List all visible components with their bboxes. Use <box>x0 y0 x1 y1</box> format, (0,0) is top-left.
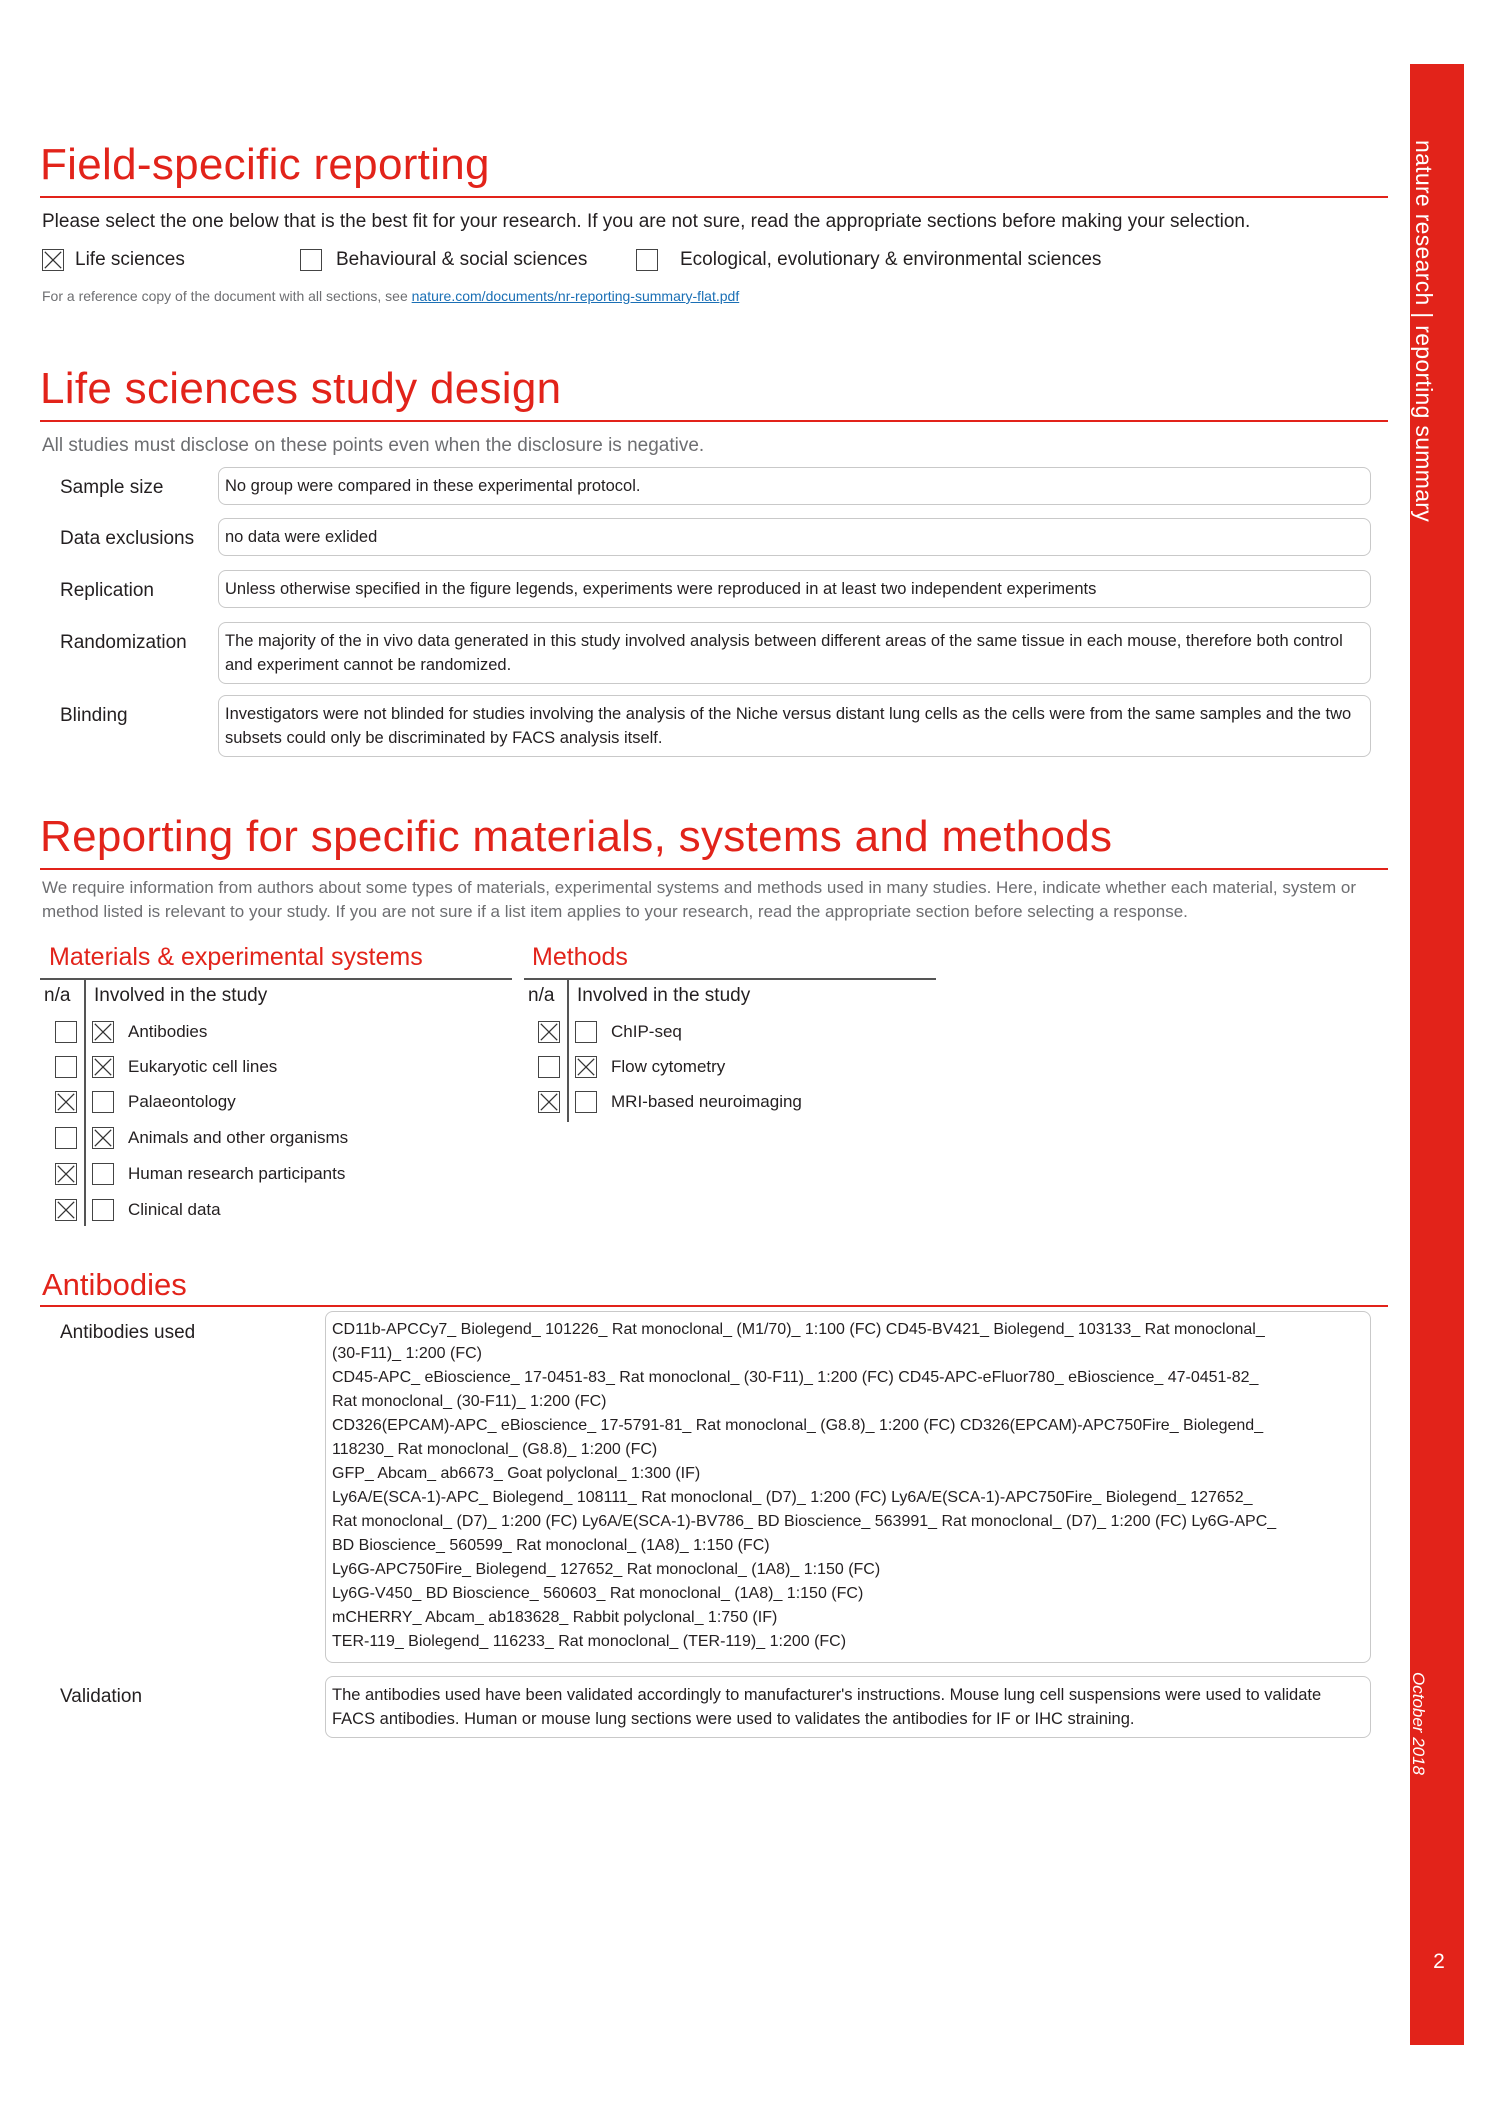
replication-label: Replication <box>60 580 154 601</box>
methods-involved-header: Involved in the study <box>577 985 751 1006</box>
sample-size-label: Sample size <box>60 477 164 498</box>
human-participants-item-label: Human research participants <box>128 1164 346 1183</box>
validation-label: Validation <box>60 1686 143 1707</box>
field-specific-title: Field-specific reporting <box>40 140 490 189</box>
study-design-title: Life sciences study design <box>40 364 562 413</box>
clinical-data-na-checkbox[interactable] <box>55 1199 77 1221</box>
blinding-label: Blinding <box>60 705 128 726</box>
sample-size-field[interactable]: No group were compared in these experimental protocol. <box>218 467 1371 505</box>
flow-cytometry-item-label: Flow cytometry <box>611 1057 726 1076</box>
human-participants-involved-checkbox[interactable] <box>92 1163 114 1185</box>
clinical-data-involved-checkbox[interactable] <box>92 1199 114 1221</box>
antibodies-title: Antibodies <box>42 1267 187 1302</box>
palaeontology-na-checkbox[interactable] <box>55 1091 77 1113</box>
flow-cytometry-involved-checkbox[interactable] <box>575 1056 597 1078</box>
antibodies-na-checkbox[interactable] <box>55 1021 77 1043</box>
mri-na-checkbox[interactable] <box>538 1091 560 1113</box>
methods-column-separator <box>567 980 569 1122</box>
life-sciences-checkbox[interactable] <box>42 249 64 271</box>
mri-item-label: MRI-based neuroimaging <box>611 1092 802 1111</box>
data-exclusions-label: Data exclusions <box>60 528 195 549</box>
methods-title: Methods <box>532 943 628 971</box>
antibodies-used-field[interactable]: CD11b-APCCy7_ Biolegend_ 101226_ Rat monoclonal_ (M1/70)_ 1:100 (FC) CD45-BV421_ Biolegend_ 103133_ Rat monoclonal_ (30-F11)_ 1:200 (FC) CD45-APC_ eBioscience_ 17-0451-83_ Rat monoclonal_ (30-F11)_ 1:200 (FC) CD45-APC-eFluor780_ eBioscience_ 47-0451-82_ Rat monoclonal_ (30-F11)_ 1:200 (FC) CD326(EPCAM)-APC_ eBioscience_ 17-5791-81_ Rat monoclonal_ (G8.8)_ 1:200 (FC) CD326(EPCAM)-APC750Fire_ Biolegend_ 118230_ Rat monoclonal_ (G8.8)_ 1:200 (FC) GFP_ Abcam_ ab6673_ Goat polyclonal_ 1:300 (IF) Ly6A/E(SCA-1)-APC_ Biolegend_ 108111_ Rat monoclonal_ (D7)_ 1:200 (FC) Ly6A/E(SCA-1)-APC750Fire_ Biolegend_ 127652_ Rat monoclonal_ (D7)_ 1:200 (FC) Ly6A/E(SCA-1)-BV786_ BD Bioscience_ 563991_ Rat monoclonal_ (D7)_ 1:200 (FC) Ly6G-APC_ BD Bioscience_ 560599_ Rat monoclonal_ (1A8)_ 1:150 (FC) Ly6G-APC750Fire_ Biolegend_ 127652_ Rat monoclonal_ (1A8)_ 1:150 (FC) Ly6G-V450_ BD Bioscience_ 560603_ Rat monoclonal_ (1A8)_ 1:150 (FC) mCHERRY_ Abcam_ ab183628_ Rabbit polyclonal_ 1:750 (IF) TER-119_ Biolegend_ 116233_ Rat monoclonal_ (TER-119)_ 1:200 (FC) <box>325 1311 1371 1663</box>
systems-title: Materials & experimental systems <box>49 943 423 971</box>
field-specific-instruction: Please select the one below that is the best fit for your research. If you are not sure, read the appropriate sections before making your selection. <box>42 211 1251 232</box>
blinding-field[interactable]: Investigators were not blinded for studies involving the analysis of the Niche versus distant lung cells as the cells were from the same samples and the two subsets could only be discriminated by FACS analysis itself. <box>218 695 1371 757</box>
ecological-checkbox[interactable] <box>636 249 658 271</box>
replication-field[interactable]: Unless otherwise specified in the figure legends, experiments were reproduced in at least two independent experiments <box>218 570 1371 608</box>
systems-column-separator <box>84 980 86 1226</box>
study-design-intro: All studies must disclose on these points even when the disclosure is negative. <box>42 435 705 456</box>
reference-link[interactable]: nature.com/documents/nr-reporting-summary-flat.pdf <box>411 288 740 304</box>
palaeontology-involved-checkbox[interactable] <box>92 1091 114 1113</box>
materials-intro: We require information from authors about some types of materials, experimental systems and methods used in many studies. Here, indicate whether each material, system or method listed is relevant to your study. If you are not sure if a list item applies to your research, read the appropriate section before selecting a response. <box>42 878 1357 921</box>
randomization-label: Randomization <box>60 632 187 653</box>
sidebar-title: nature research | reporting summary <box>1411 140 1437 523</box>
validation-field[interactable]: The antibodies used have been validated accordingly to manufacturer's instructions. Mouse lung cell suspensions were used to validate FACS antibodies. Human or mouse lung sections were used to validates the antibodies for IF or IHC straining. <box>325 1676 1371 1738</box>
animals-involved-checkbox[interactable] <box>92 1127 114 1149</box>
chip-seq-involved-checkbox[interactable] <box>575 1021 597 1043</box>
mri-involved-checkbox[interactable] <box>575 1091 597 1113</box>
section-rule <box>40 196 1388 198</box>
cell-lines-item-label: Eukaryotic cell lines <box>128 1057 278 1076</box>
reference-prefix: For a reference copy of the document with all sections, see <box>42 288 412 304</box>
antibodies-used-label: Antibodies used <box>60 1322 196 1343</box>
ecological-label: Ecological, evolutionary & environmental sciences <box>680 249 1102 270</box>
cell-lines-na-checkbox[interactable] <box>55 1056 77 1078</box>
data-exclusions-field[interactable]: no data were exlided <box>218 518 1371 556</box>
flow-cytometry-na-checkbox[interactable] <box>538 1056 560 1078</box>
animals-item-label: Animals and other organisms <box>128 1128 349 1147</box>
animals-na-checkbox[interactable] <box>55 1127 77 1149</box>
human-participants-na-checkbox[interactable] <box>55 1163 77 1185</box>
section-rule <box>40 868 1388 870</box>
systems-rule <box>40 978 512 980</box>
chip-seq-na-checkbox[interactable] <box>538 1021 560 1043</box>
randomization-field[interactable]: The majority of the in vivo data generated in this study involved analysis between different areas of the same tissue in each mouse, therefore both control and experiment cannot be randomized. <box>218 622 1371 684</box>
life-sciences-label: Life sciences <box>75 249 185 270</box>
section-rule <box>40 420 1388 422</box>
antibodies-involved-checkbox[interactable] <box>92 1021 114 1043</box>
methods-rule <box>524 978 936 980</box>
materials-title: Reporting for specific materials, systems and methods <box>40 812 1113 861</box>
systems-involved-header: Involved in the study <box>94 985 268 1006</box>
chip-seq-item-label: ChIP-seq <box>611 1022 682 1041</box>
behavioural-social-checkbox[interactable] <box>300 249 322 271</box>
palaeontology-item-label: Palaeontology <box>128 1092 236 1111</box>
antibodies-item-label: Antibodies <box>128 1022 208 1041</box>
page-number: 2 <box>1433 1950 1445 1973</box>
methods-na-header: n/a <box>528 985 555 1006</box>
cell-lines-involved-checkbox[interactable] <box>92 1056 114 1078</box>
sidebar-date: October 2018 <box>1409 1672 1428 1776</box>
clinical-data-item-label: Clinical data <box>128 1200 221 1219</box>
behavioural-social-label: Behavioural & social sciences <box>336 249 588 270</box>
systems-na-header: n/a <box>44 985 71 1006</box>
reference-note <box>42 288 739 304</box>
antibodies-rule <box>40 1305 1388 1307</box>
